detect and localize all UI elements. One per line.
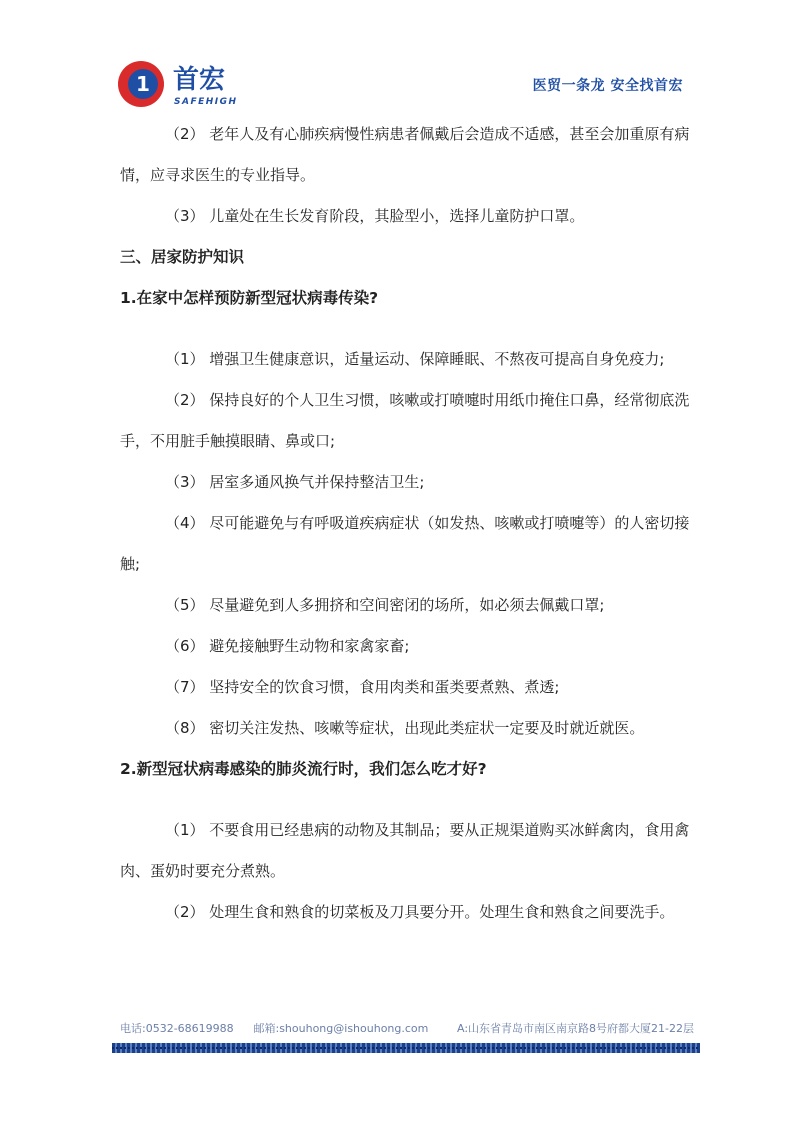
question-heading: 2.新型冠状病毒感染的肺炎流行时，我们怎么吃才好? — [120, 760, 487, 778]
brand-name-cn: 首宏 — [173, 65, 226, 95]
page-footer — [120, 1020, 700, 1036]
paragraph: （2） 老年人及有心肺疾病慢性病患者佩戴后会造成不适感，甚至会加重原有病情，应寻求医生的专业指导。 — [120, 125, 690, 184]
list-item: （2） 保持良好的个人卫生习惯，咳嗽或打喷嚏时用纸巾掩住口鼻，经常彻底洗手，不用脏手触摸眼睛、鼻或口; — [120, 391, 690, 450]
document-body — [120, 114, 690, 933]
list-item: （1） 增强卫生健康意识，适量运动、保障睡眠、不熬夜可提高自身免疫力; — [165, 350, 665, 368]
spacer — [120, 790, 690, 810]
list-item: （3） 居室多通风换气并保持整洁卫生; — [165, 473, 425, 491]
list-item: （6） 避免接触野生动物和家禽家畜; — [165, 637, 410, 655]
list-item: （2） 处理生食和熟食的切菜板及刀具要分开。处理生食和熟食之间要洗手。 — [165, 903, 675, 921]
section-heading: 三、居家防护知识 — [120, 248, 245, 266]
spacer — [120, 319, 690, 339]
header-slogan: 医贸一条龙 安全找首宏 — [532, 78, 683, 94]
footer-address: A:山东省青岛市南区南京路8号府都大厦21-22层 — [457, 1022, 694, 1035]
footer-email: 邮箱:shouhong@ishouhong.com — [253, 1022, 429, 1035]
list-item: （8） 密切关注发热、咳嗽等症状，出现此类症状一定要及时就近就医。 — [165, 719, 645, 737]
list-item: （4） 尽可能避免与有呼吸道疾病症状（如发热、咳嗽或打喷嚏等）的人密切接触; — [120, 514, 690, 573]
company-logo — [117, 58, 267, 110]
logo-digit: 1 — [136, 72, 150, 96]
list-item: （1） 不要食用已经患病的动物及其制品；要从正规渠道购买冰鲜禽肉，食用禽肉、蛋奶时要充分煮熟。 — [120, 821, 690, 880]
list-item: （7） 坚持安全的饮食习惯，食用肉类和蛋类要煮熟、煮透; — [165, 678, 560, 696]
question-heading: 1.在家中怎样预防新型冠状病毒传染? — [120, 289, 379, 307]
paragraph: （3） 儿童处在生长发育阶段，其脸型小，选择儿童防护口罩。 — [165, 207, 585, 225]
brand-name-en: SAFEHIGH — [174, 97, 238, 107]
footer-decorative-bar — [112, 1043, 700, 1053]
list-item: （5） 尽量避免到人多拥挤和空间密闭的场所，如必须去佩戴口罩; — [165, 596, 605, 614]
footer-phone: 电话:0532-68619988 — [120, 1022, 234, 1035]
page-header — [117, 58, 683, 112]
